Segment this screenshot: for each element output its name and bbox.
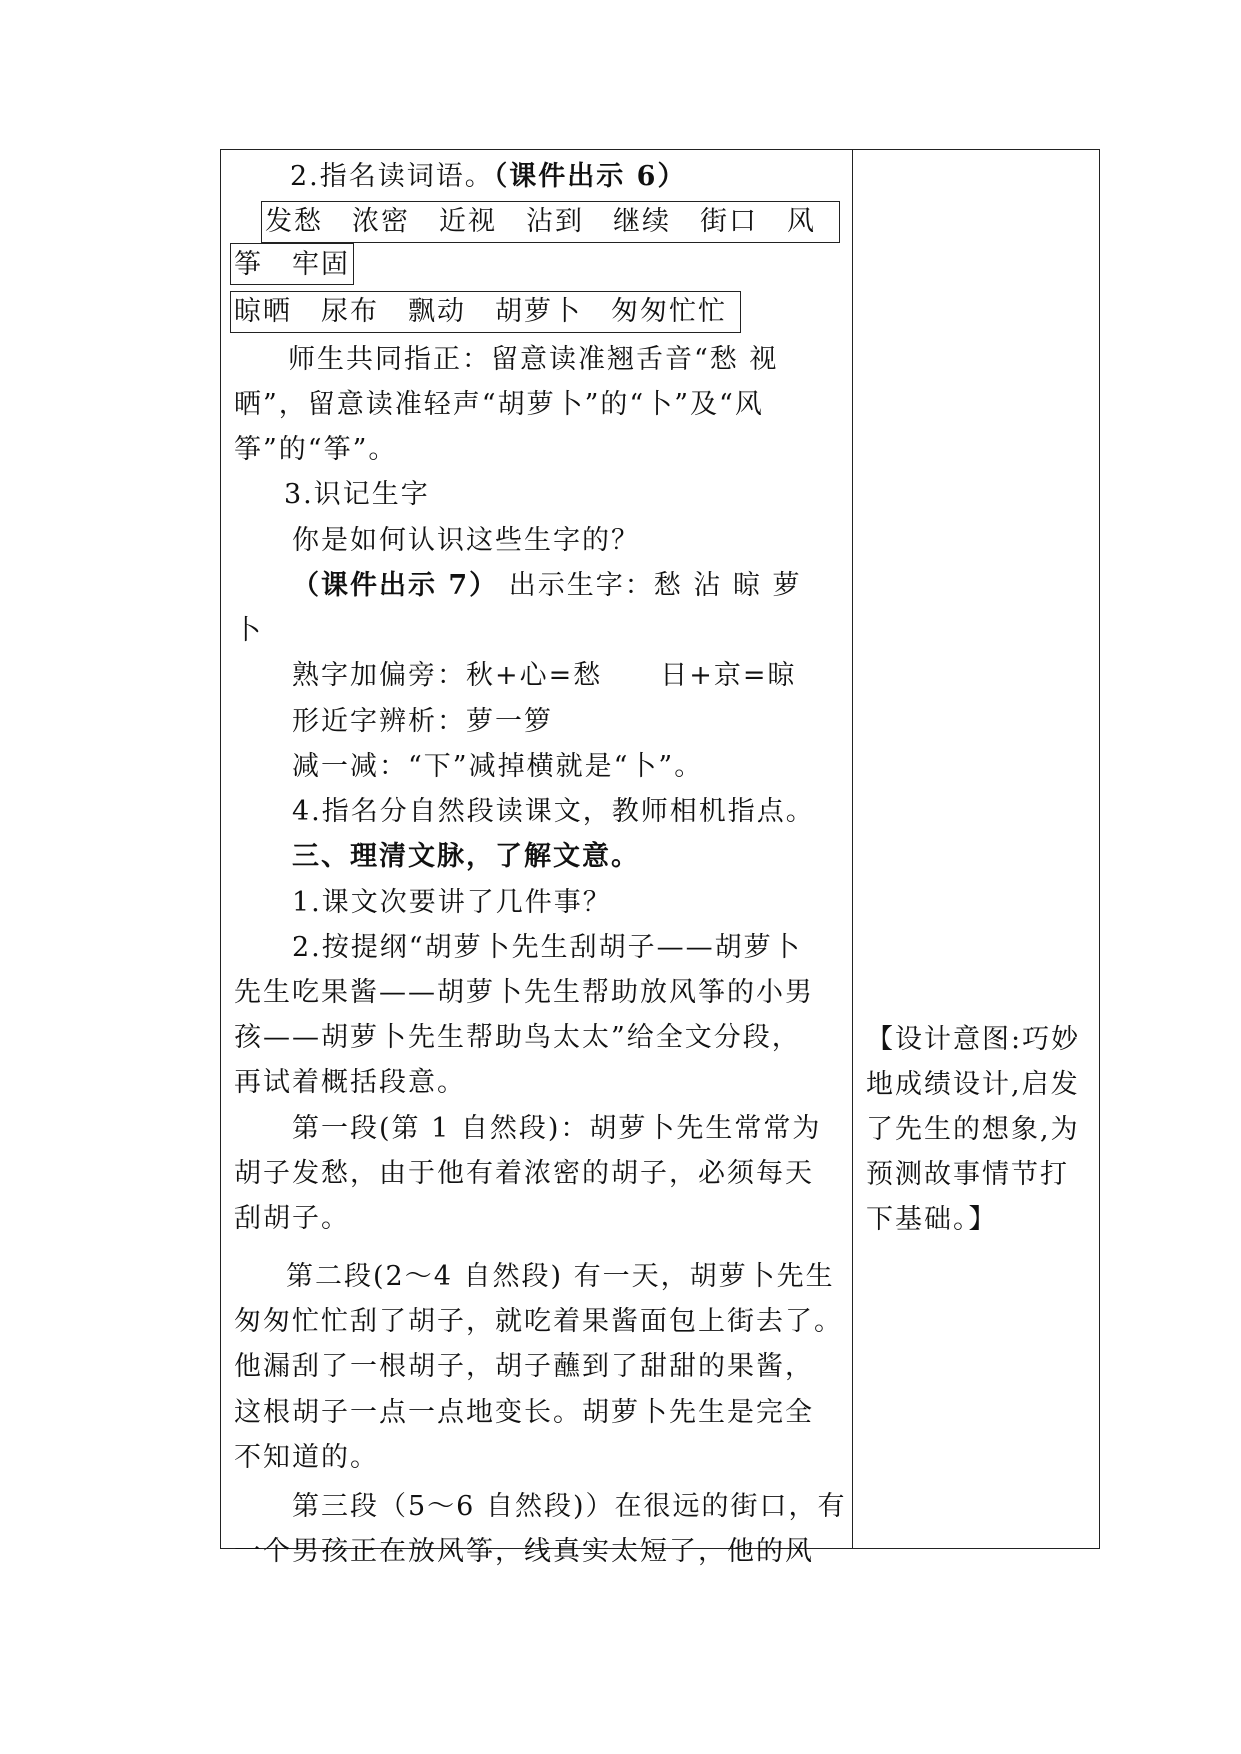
step-2-text: [290, 160, 686, 194]
text-line: 你是如何认识这些生字的？: [292, 525, 640, 556]
step-2-label: 2.指名读词语。: [290, 161, 494, 192]
text-line: 2.按提纲“胡萝卜先生刮胡子——胡萝卜: [292, 932, 802, 963]
text-line: 他漏刮了一根胡子，胡子蘸到了甜甜的果酱，: [234, 1351, 814, 1382]
text-line: 晒”，留意读准轻声“胡萝卜”的“卜”及“风: [234, 389, 764, 420]
text-line: 孩——胡萝卜先生帮助鸟太太”给全文分段，: [234, 1022, 801, 1053]
step-3-heading: 3.识记生字: [284, 479, 430, 510]
text-line: 形近字辨析：萝一箩: [292, 706, 553, 737]
design-intent-line: 下基础。】: [866, 1204, 998, 1235]
step-4-text: 4.指名分自然段读课文，教师相机指点。: [292, 796, 815, 827]
courseware-6: （课件出示 6）: [493, 161, 687, 192]
text-line: 再试着概括段意。: [234, 1067, 466, 1098]
text-line: 匆匆忙忙刮了胡子，就吃着果酱面包上街去了。: [234, 1306, 843, 1337]
text-line: 刮胡子。: [234, 1203, 350, 1234]
text-line: 减一减：“下”减掉横就是“卜”。: [292, 751, 704, 782]
text-line: 筝”的“筝”。: [234, 434, 398, 465]
text-line: 先生吃果酱——胡萝卜先生帮助放风筝的小男: [234, 977, 814, 1008]
text-line: 第二段(2～4 自然段) 有一天，胡萝卜先生: [286, 1261, 835, 1292]
show-characters: 出示生字：愁 沾 晾 萝: [508, 570, 802, 601]
vocab-line-1: 发愁 浓密 近视 沾到 继续 街口 风: [265, 206, 816, 237]
text-line: 第一段(第 1 自然段)：胡萝卜先生常常为: [292, 1113, 822, 1144]
text-line: 熟字加偏旁：秋+心=愁 日+京=晾: [292, 660, 797, 691]
courseware-7-line: [292, 569, 802, 603]
column-divider: [852, 150, 853, 1548]
design-intent-line: 【设计意图:巧妙: [866, 1024, 1081, 1055]
vocab-line-2: 筝 牢固: [234, 249, 350, 280]
vocab-line-3: 晾晒 尿布 飘动 胡萝卜 匆匆忙忙: [234, 296, 727, 327]
text-line: 这根胡子一点一点地变长。胡萝卜先生是完全: [234, 1397, 814, 1428]
courseware-7: （课件出示 7）: [292, 570, 499, 601]
text-line: 一个男孩正在放风筝，线真实太短了，他的风: [234, 1536, 814, 1567]
section-3-heading: 三、理清文脉，了解文意。: [292, 841, 640, 872]
text-line: 1.课文次要讲了几件事？: [292, 887, 612, 918]
text-line: 师生共同指正：留意读准翘舌音“愁 视: [288, 344, 779, 375]
design-intent-line: 地成绩设计,启发: [866, 1069, 1080, 1100]
design-intent-line: 了先生的想象,为: [866, 1114, 1080, 1145]
design-intent-line: 预测故事情节打: [866, 1159, 1069, 1190]
text-line: 胡子发愁，由于他有着浓密的胡子，必须每天: [234, 1158, 814, 1189]
text-line: 第三段（5～6 自然段)）在很远的街口，有: [292, 1491, 847, 1522]
text-line: 卜: [234, 615, 263, 646]
text-line: 不知道的。: [234, 1442, 379, 1473]
